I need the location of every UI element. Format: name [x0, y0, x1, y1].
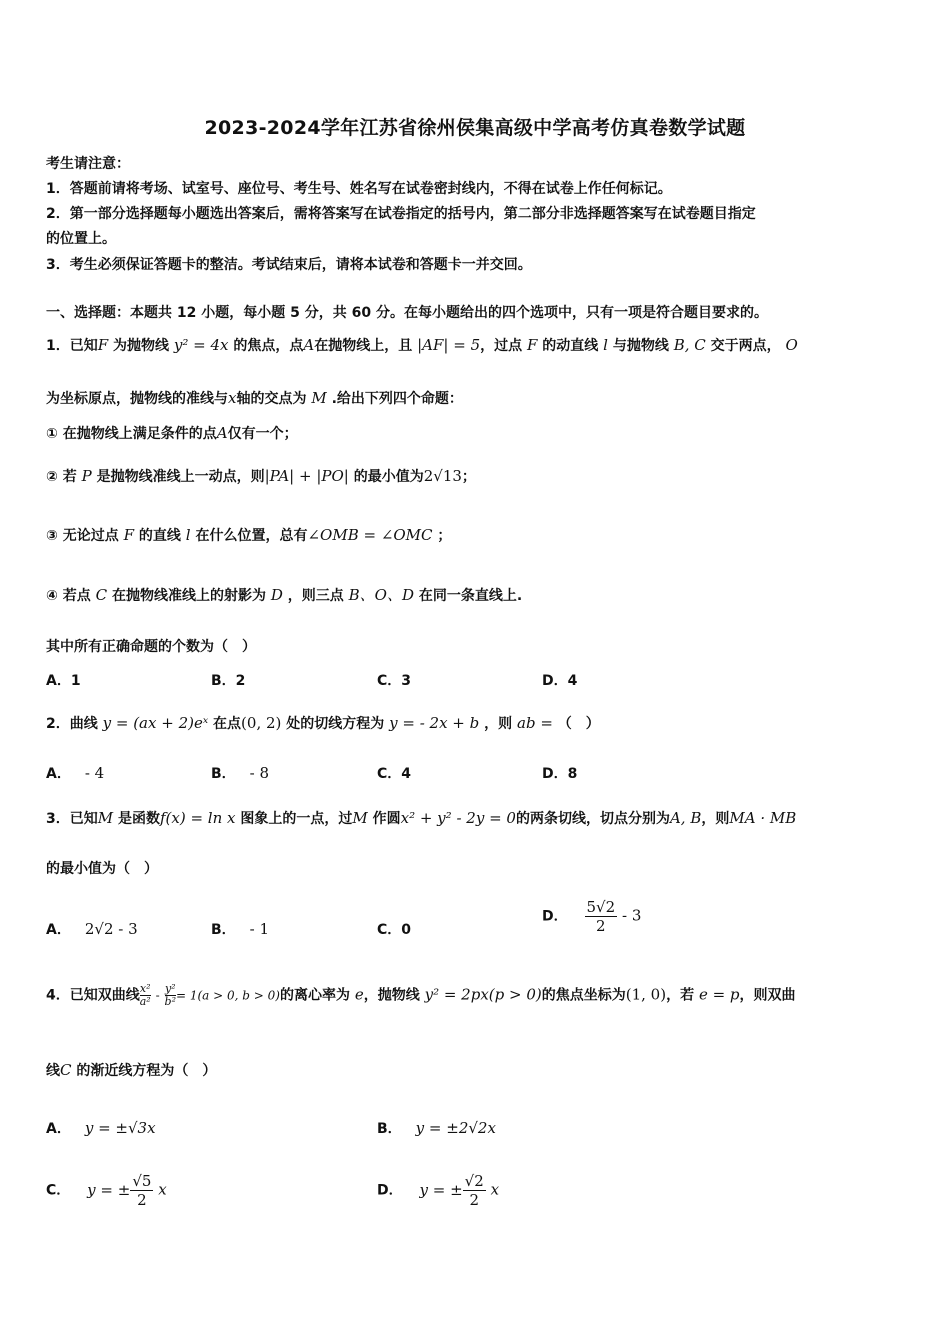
q1-option-b[interactable]: B．2	[211, 673, 246, 689]
q1-stem-line2: 为坐标原点，抛物线的准线与x轴的交点为 M .给出下列四个命题：	[46, 389, 463, 407]
notice-heading: 考生请注意：	[46, 156, 130, 172]
q3-stem-line1: 3．已知M 是函数f(x) = ln x 图象上的一点，过M 作圆x² + y² - 2y = 0的两条切线，切点分别为A, B，则MA · MB	[46, 809, 797, 827]
q1-ask: 其中所有正确命题的个数为（ ）	[46, 639, 256, 655]
q2-option-a[interactable]: A． - 4	[46, 764, 105, 782]
q4-option-a[interactable]: A． y = ±√3x	[46, 1119, 156, 1137]
q4-stem-line1: 4．已知双曲线 $\frac{\text{x²}}{\text{a²}}$ - $\frac{\text{y²}}{\text{b²}}= 1(a > 0$, b > 0)的离心率为 e，抛物线 y² = 2px(p > 0)的焦点坐标为(1, 0)，若 e = p，则双曲	[46, 982, 796, 1008]
q1-proposition-1: ① 在抛物线上满足条件的点A仅有一个；	[46, 424, 298, 442]
notice-item-2-cont: 的位置上。	[46, 231, 116, 247]
q1-option-d[interactable]: D．4	[542, 673, 578, 689]
q1-proposition-3: ③ 无论过点 F 的直线 l 在什么位置，总有∠OMB = ∠OMC ；	[46, 526, 452, 544]
q4-stem-line2: 线C 的渐近线方程为（ ）	[46, 1061, 217, 1079]
q1-option-c[interactable]: C．3	[377, 673, 412, 689]
q4-option-c[interactable]: C． y = ± $\frac{√5}{2}$ x	[46, 1172, 167, 1209]
q3-option-a[interactable]: A． 2√2 - 3	[46, 920, 138, 938]
q3-option-d[interactable]: D． $\frac{5√2}{2}$ - 3	[542, 898, 642, 935]
q2-option-c[interactable]: C．4	[377, 766, 412, 782]
notice-item-2: 2．第一部分选择题每小题选出答案后，需将答案写在试卷指定的括号内，第二部分非选择题答案写在试卷题目指定	[46, 206, 756, 222]
q2-stem: 2．曲线 y = (ax + 2)eˣ 在点(0, 2) 处的切线方程为 y = - 2x + b ，则 ab = （ ）	[46, 714, 600, 732]
q4-option-b[interactable]: B． y = ±2√2x	[377, 1119, 496, 1137]
q1-proposition-4: ④ 若点 C 在抛物线准线上的射影为 D ，则三点 B、O、D 在同一条直线上.	[46, 586, 523, 604]
q3-option-c[interactable]: C．0	[377, 922, 412, 938]
q1-proposition-2: ② 若 P 是抛物线准线上一动点，则|PA| + |PO| 的最小值为2√13；	[46, 467, 476, 485]
section-heading: 一、选择题：本题共 12 小题，每小题 5 分，共 60 分。在每小题给出的四个选项中，只有一项是符合题目要求的。	[46, 305, 768, 321]
q2-option-d[interactable]: D．8	[542, 766, 578, 782]
q3-option-b[interactable]: B． - 1	[211, 920, 270, 938]
page-title: 2023-2024学年江苏省徐州侯集高级中学高考仿真卷数学试题	[204, 117, 746, 139]
notice-item-1: 1．答题前请将考场、试室号、座位号、考生号、姓名写在试卷密封线内，不得在试卷上作任何标记。	[46, 181, 672, 197]
q4-option-d[interactable]: D． y = ± $\frac{√2}{2}$ x	[377, 1172, 500, 1209]
q2-option-b[interactable]: B． - 8	[211, 764, 270, 782]
q1-option-a[interactable]: A．1	[46, 673, 81, 689]
notice-item-3: 3．考生必须保证答题卡的整洁。考试结束后，请将本试卷和答题卡一并交回。	[46, 257, 532, 273]
q1-stem-line1: 1．已知F 为抛物线 y² = 4x 的焦点，点A在抛物线上，且 |AF| = 5，过点 F 的动直线 l 与抛物线 B, C 交于两点， O	[46, 336, 798, 354]
q3-stem-line2: 的最小值为（ ）	[46, 861, 158, 877]
